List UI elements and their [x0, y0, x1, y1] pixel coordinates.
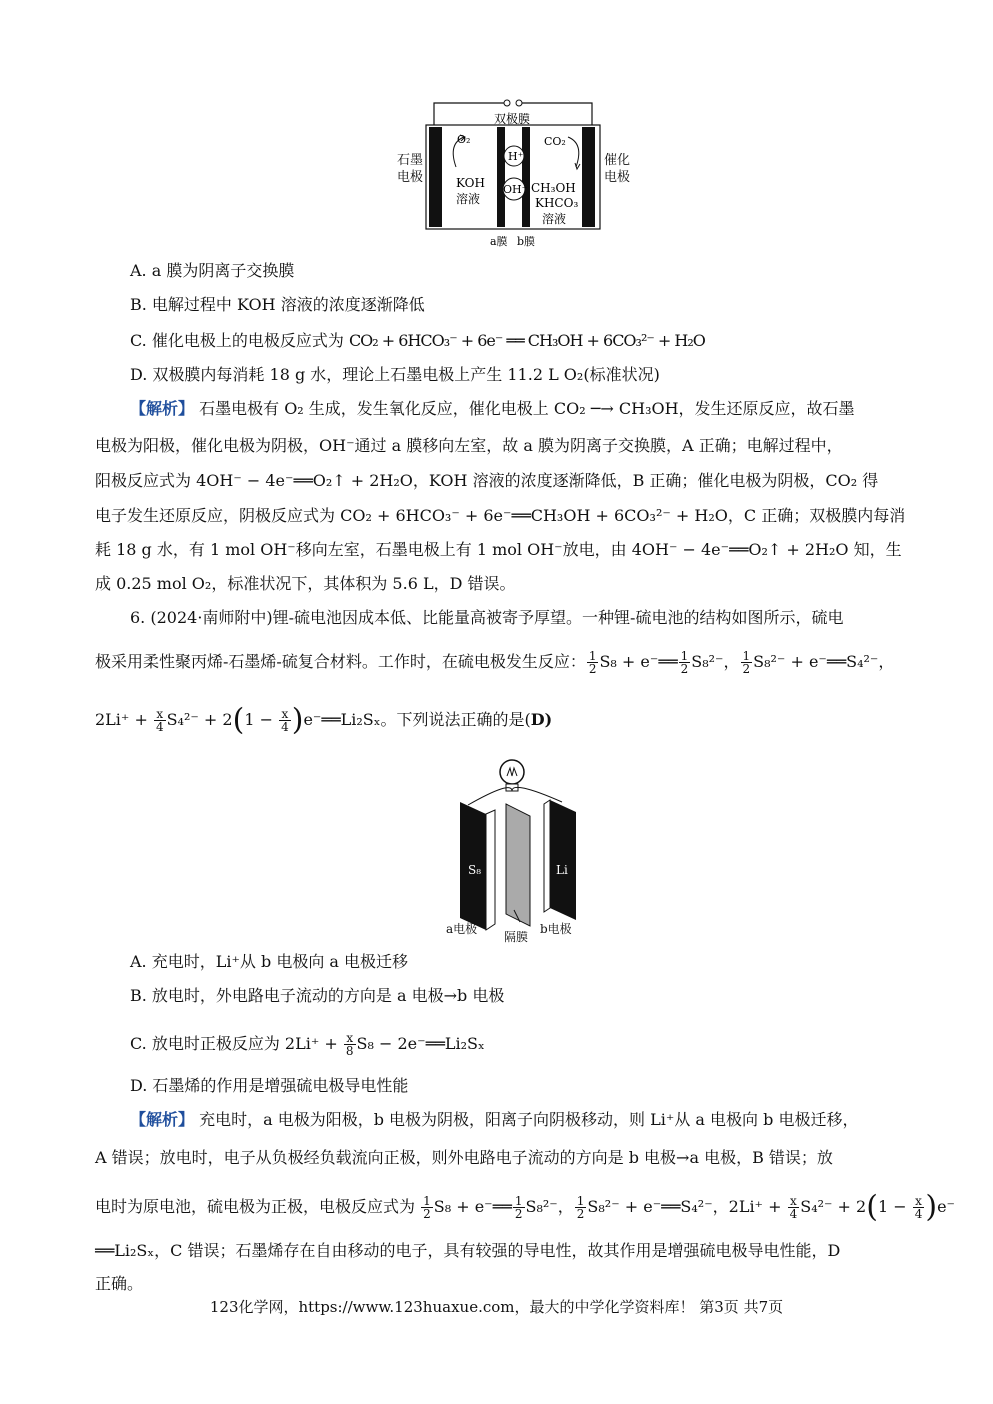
- fig1-ch3oh: CH₃OH: [531, 181, 576, 195]
- a5-line-2: 电极为阳极，催化电极为阴极，OH⁻通过 a 膜移向左室，故 a 膜为阴离子交换膜，A 正确；电解过程中，: [95, 436, 843, 455]
- analysis-tag: 【解析】: [130, 1110, 195, 1129]
- q5-option-d: D. 双极膜内每消耗 18 g 水，理论上石墨电极上产生 11.2 L O₂(标准状况): [130, 365, 660, 384]
- catalytic-electrode: [582, 127, 595, 227]
- li-label: Li: [556, 863, 568, 877]
- a6-line-1: 【解析】 充电时，a 电极为阳极，b 电极为阴极，阳离子向阴极移动，则 Li⁺从 a 电极向 b 电极迁移，: [130, 1110, 859, 1129]
- membrane-a: [497, 127, 505, 227]
- a5-line-6: 成 0.25 mol O₂，标准状况下，其体积为 5.6 L，D 错误。: [95, 574, 516, 593]
- a5-line-1: 【解析】 石墨电极有 O₂ 生成，发生氧化反应，催化电极上 CO₂ ─→ CH₃OH，发生还原反应，故石墨: [130, 399, 855, 418]
- q5-option-a: A. a 膜为阴离子交换膜: [130, 261, 295, 280]
- q6-line-2: 极采用柔性聚丙烯-石墨烯-硫复合材料。工作时，在硫电极发生反应： $\frac{1}{2}$ S₈ + e⁻══ $\frac{1}{2}$ S₈²⁻， $\frac{1}{2}$ S₈²⁻ + e⁻══S₄²⁻，: [95, 649, 895, 676]
- lightbulb-icon: [500, 760, 524, 791]
- a5-line-5: 耗 18 g 水，有 1 mol OH⁻移向左室，石墨电极上有 1 mol OH⁻放电，由 4OH⁻ − 4e⁻══O₂↑ + 2H₂O 知，生: [95, 540, 902, 559]
- fig1-b-mem: b膜: [517, 235, 536, 248]
- q6-option-d: D. 石墨烯的作用是增强硫电极导电性能: [130, 1076, 409, 1095]
- q6-option-a: A. 充电时，Li⁺从 b 电极向 a 电极迁移: [130, 952, 409, 971]
- fig1-right-label: 催化 电极: [604, 153, 631, 185]
- fig1-o2: O₂: [457, 133, 471, 146]
- a6-line-3: 电时为原电池，硫电极为正极，电极反应式为 $\frac{1}{2}$ S₈ + e⁻══ $\frac{1}{2}$ S₈²⁻， $\frac{1}{2}$ S₈²⁻ + e⁻══S₄²⁻，2Li⁺ + $\frac{x}{4}$ S₄²⁻ + 2(1 − $\frac{x}{4}$ )e⁻: [95, 1189, 955, 1225]
- q5-option-b: B. 电解过程中 KOH 溶液的浓度逐渐降低: [130, 295, 425, 314]
- fig1-koh-sol: 溶液: [456, 192, 481, 206]
- separator-label: 隔膜: [504, 930, 529, 944]
- separator-plate: [506, 804, 530, 926]
- lithium-sulfur-battery-figure: [440, 750, 590, 942]
- b-electrode-plate: [550, 800, 576, 920]
- electrolysis-cell-figure: [390, 95, 640, 250]
- graphite-electrode: [429, 127, 442, 227]
- a5-line-4: 电子发生还原反应，阴极反应式为 CO₂ + 6HCO₃⁻ + 6e⁻══CH₃OH + 6CO₃²⁻ + H₂O，C 正确；双极膜内每消: [95, 506, 906, 525]
- q6-option-b: B. 放电时，外电路电子流动的方向是 a 电极→b 电极: [130, 986, 505, 1005]
- fig1-koh: KOH: [456, 176, 485, 190]
- a-electrode-label: a电极: [446, 922, 478, 936]
- a6-line-2: A 错误；放电时，电子从负极经负载流向正极，则外电路电子流动的方向是 b 电极→a 电极，B 错误；放: [95, 1148, 833, 1167]
- q6-line-3: 2Li⁺ + $\frac{x}{4}$ S₄²⁻ + 2(1 − $\frac{x}{4}$ )e⁻══Li₂Sₓ。下列说法正确的是(D): [95, 702, 553, 738]
- analysis-tag: 【解析】: [130, 399, 195, 418]
- fig1-khco3: KHCO₃: [535, 196, 579, 210]
- q5-option-c: C. 催化电极上的电极反应式为 CO₂ + 6HCO₃⁻ + 6e⁻ ══ CH₃OH + 6CO₃²⁻ + H₂O: [130, 331, 705, 350]
- fig1-a-mem: a膜: [490, 235, 508, 248]
- s8-label: S₈: [468, 863, 482, 877]
- q6-line-1: 6. (2024·南师附中)锂-硫电池因成本低、比能量高被寄予厚望。一种锂-硫电池的结构如图所示，硫电: [130, 608, 844, 627]
- fig1-top-label: 双极膜: [494, 112, 531, 126]
- answer-letter: D: [530, 710, 545, 729]
- fig1-right-sol: 溶液: [542, 212, 567, 226]
- fig1-oh-ion: OH⁻: [503, 183, 528, 196]
- a6-line-5: 正确。: [95, 1274, 144, 1293]
- q6-option-c: C. 放电时正极反应为 2Li⁺ + $\frac{x}{8}$ S₈ − 2e⁻══Li₂Sₓ: [130, 1031, 485, 1058]
- a6-line-4: ══Li₂Sₓ，C 错误；石墨烯存在自由移动的电子，具有较强的导电性，故其作用是增强硫电极导电性能，D: [95, 1241, 841, 1260]
- b-electrode-label: b电极: [540, 922, 572, 936]
- a5-line-3: 阳极反应式为 4OH⁻ − 4e⁻══O₂↑ + 2H₂O，KOH 溶液的浓度逐渐降低，B 正确；催化电极为阴极，CO₂ 得: [95, 471, 879, 490]
- page-footer: 123化学网，https://www.123huaxue.com，最大的中学化学资料库！ 第3页 共7页: [209, 1298, 784, 1316]
- fig1-h-ion: H⁺: [508, 150, 524, 163]
- fig1-left-label: 石墨 电极: [397, 153, 424, 185]
- membrane-b: [522, 127, 530, 227]
- fig1-co2: CO₂: [544, 135, 566, 148]
